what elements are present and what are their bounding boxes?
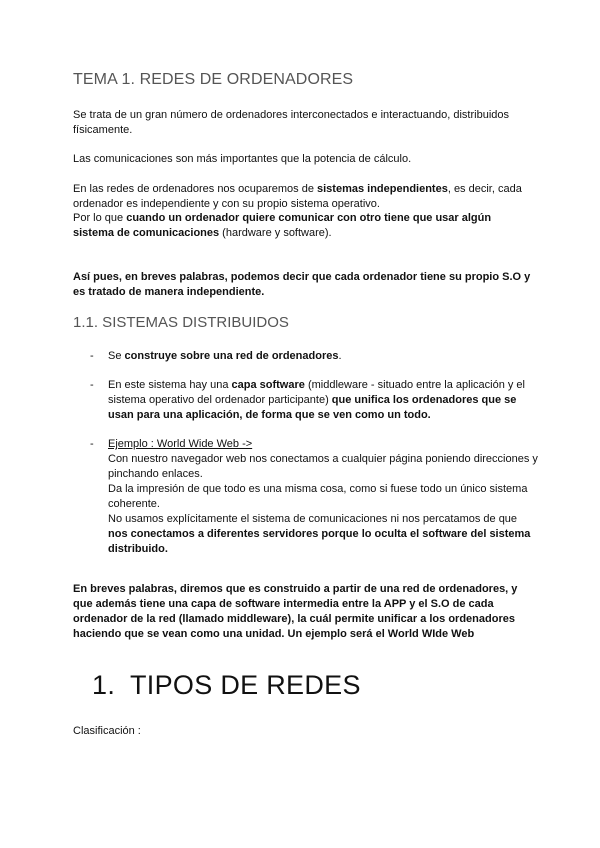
list-item-text bbox=[108, 378, 538, 423]
text-run: Se bbox=[108, 350, 125, 362]
bold-text: Así pues, en breves palabras, podemos decir que cada ordenador tiene su propio S.O y es tratado de manera independiente. bbox=[73, 271, 531, 298]
example-line bbox=[108, 512, 538, 557]
intro-paragraph-1: Se trata de un gran número de ordenadores interconectados e interactuando, distribuidos físicamente. bbox=[73, 109, 510, 136]
bullet-dash: - bbox=[90, 438, 94, 450]
text-run: , es decir, cada ordenador es independiente y con su propio sistema operativo. bbox=[73, 183, 522, 210]
intro-paragraph-4 bbox=[73, 211, 533, 241]
text-run: No usamos explícitamente el sistema de comunicaciones ni nos percatamos de que bbox=[108, 513, 518, 525]
chapter-heading bbox=[92, 670, 361, 701]
bold-text: nos conectamos a diferentes servidores porque lo oculta el software del sistema distribuido. bbox=[108, 528, 531, 555]
bold-text: construye sobre una red de ordenadores bbox=[124, 350, 339, 362]
summary-paragraph bbox=[73, 582, 535, 642]
list-item-text bbox=[108, 437, 538, 557]
bold-text: cuando un ordenador quiere comunicar con otro tiene que usar algún sistema de comunicaciones bbox=[73, 212, 492, 239]
intro-paragraph-2: Las comunicaciones son más importantes que la potencia de cálculo. bbox=[73, 153, 412, 165]
section-title: 1.1. SISTEMAS DISTRIBUIDOS bbox=[73, 314, 289, 331]
bold-text: que unifica los ordenadores que se usan para una aplicación, de forma que se ven como un todo. bbox=[108, 394, 517, 421]
chapter-title: TIPOS DE REDES bbox=[130, 670, 361, 700]
example-heading: Ejemplo : World Wide Web -> bbox=[108, 438, 253, 450]
text-run: (middleware - situado entre la aplicación y el sistema operativo del ordenador participante) bbox=[108, 379, 525, 406]
intro-paragraph-3 bbox=[73, 182, 533, 212]
document-title: TEMA 1. REDES DE ORDENADORES bbox=[73, 71, 354, 88]
text-run: En este sistema hay una bbox=[108, 379, 232, 391]
bold-text: En breves palabras, diremos que es construido a partir de una red de ordenadores, y que además tiene una capa de software intermedia entre la APP y el S.O de cada ordenador de la red (llamado middleware), la cuál permite unificar a los ordenadores haciendo que se vean como una unidad. Un ejemplo será el World WIde Web bbox=[73, 583, 518, 640]
example-line: Da la impresión de que todo es una misma cosa, como si fuese todo un único sistema coherente. bbox=[108, 483, 528, 510]
bullet-dash: - bbox=[90, 379, 94, 391]
chapter-number: 1. bbox=[92, 670, 116, 700]
example-line: Con nuestro navegador web nos conectamos a cualquier página poniendo direcciones y pinchando enlaces. bbox=[108, 453, 538, 480]
text-run: . bbox=[338, 350, 342, 362]
list-item-text bbox=[108, 349, 538, 364]
text-run: En las redes de ordenadores nos ocuparemos de bbox=[73, 183, 317, 195]
classification-label: Clasificación : bbox=[73, 725, 141, 737]
bold-text: capa software bbox=[231, 379, 305, 391]
intro-paragraph-5 bbox=[73, 270, 533, 300]
text-run: (hardware y software). bbox=[219, 227, 332, 239]
bold-text: sistemas independientes bbox=[317, 183, 448, 195]
bullet-dash: - bbox=[90, 350, 94, 362]
text-run: Por lo que bbox=[73, 212, 127, 224]
